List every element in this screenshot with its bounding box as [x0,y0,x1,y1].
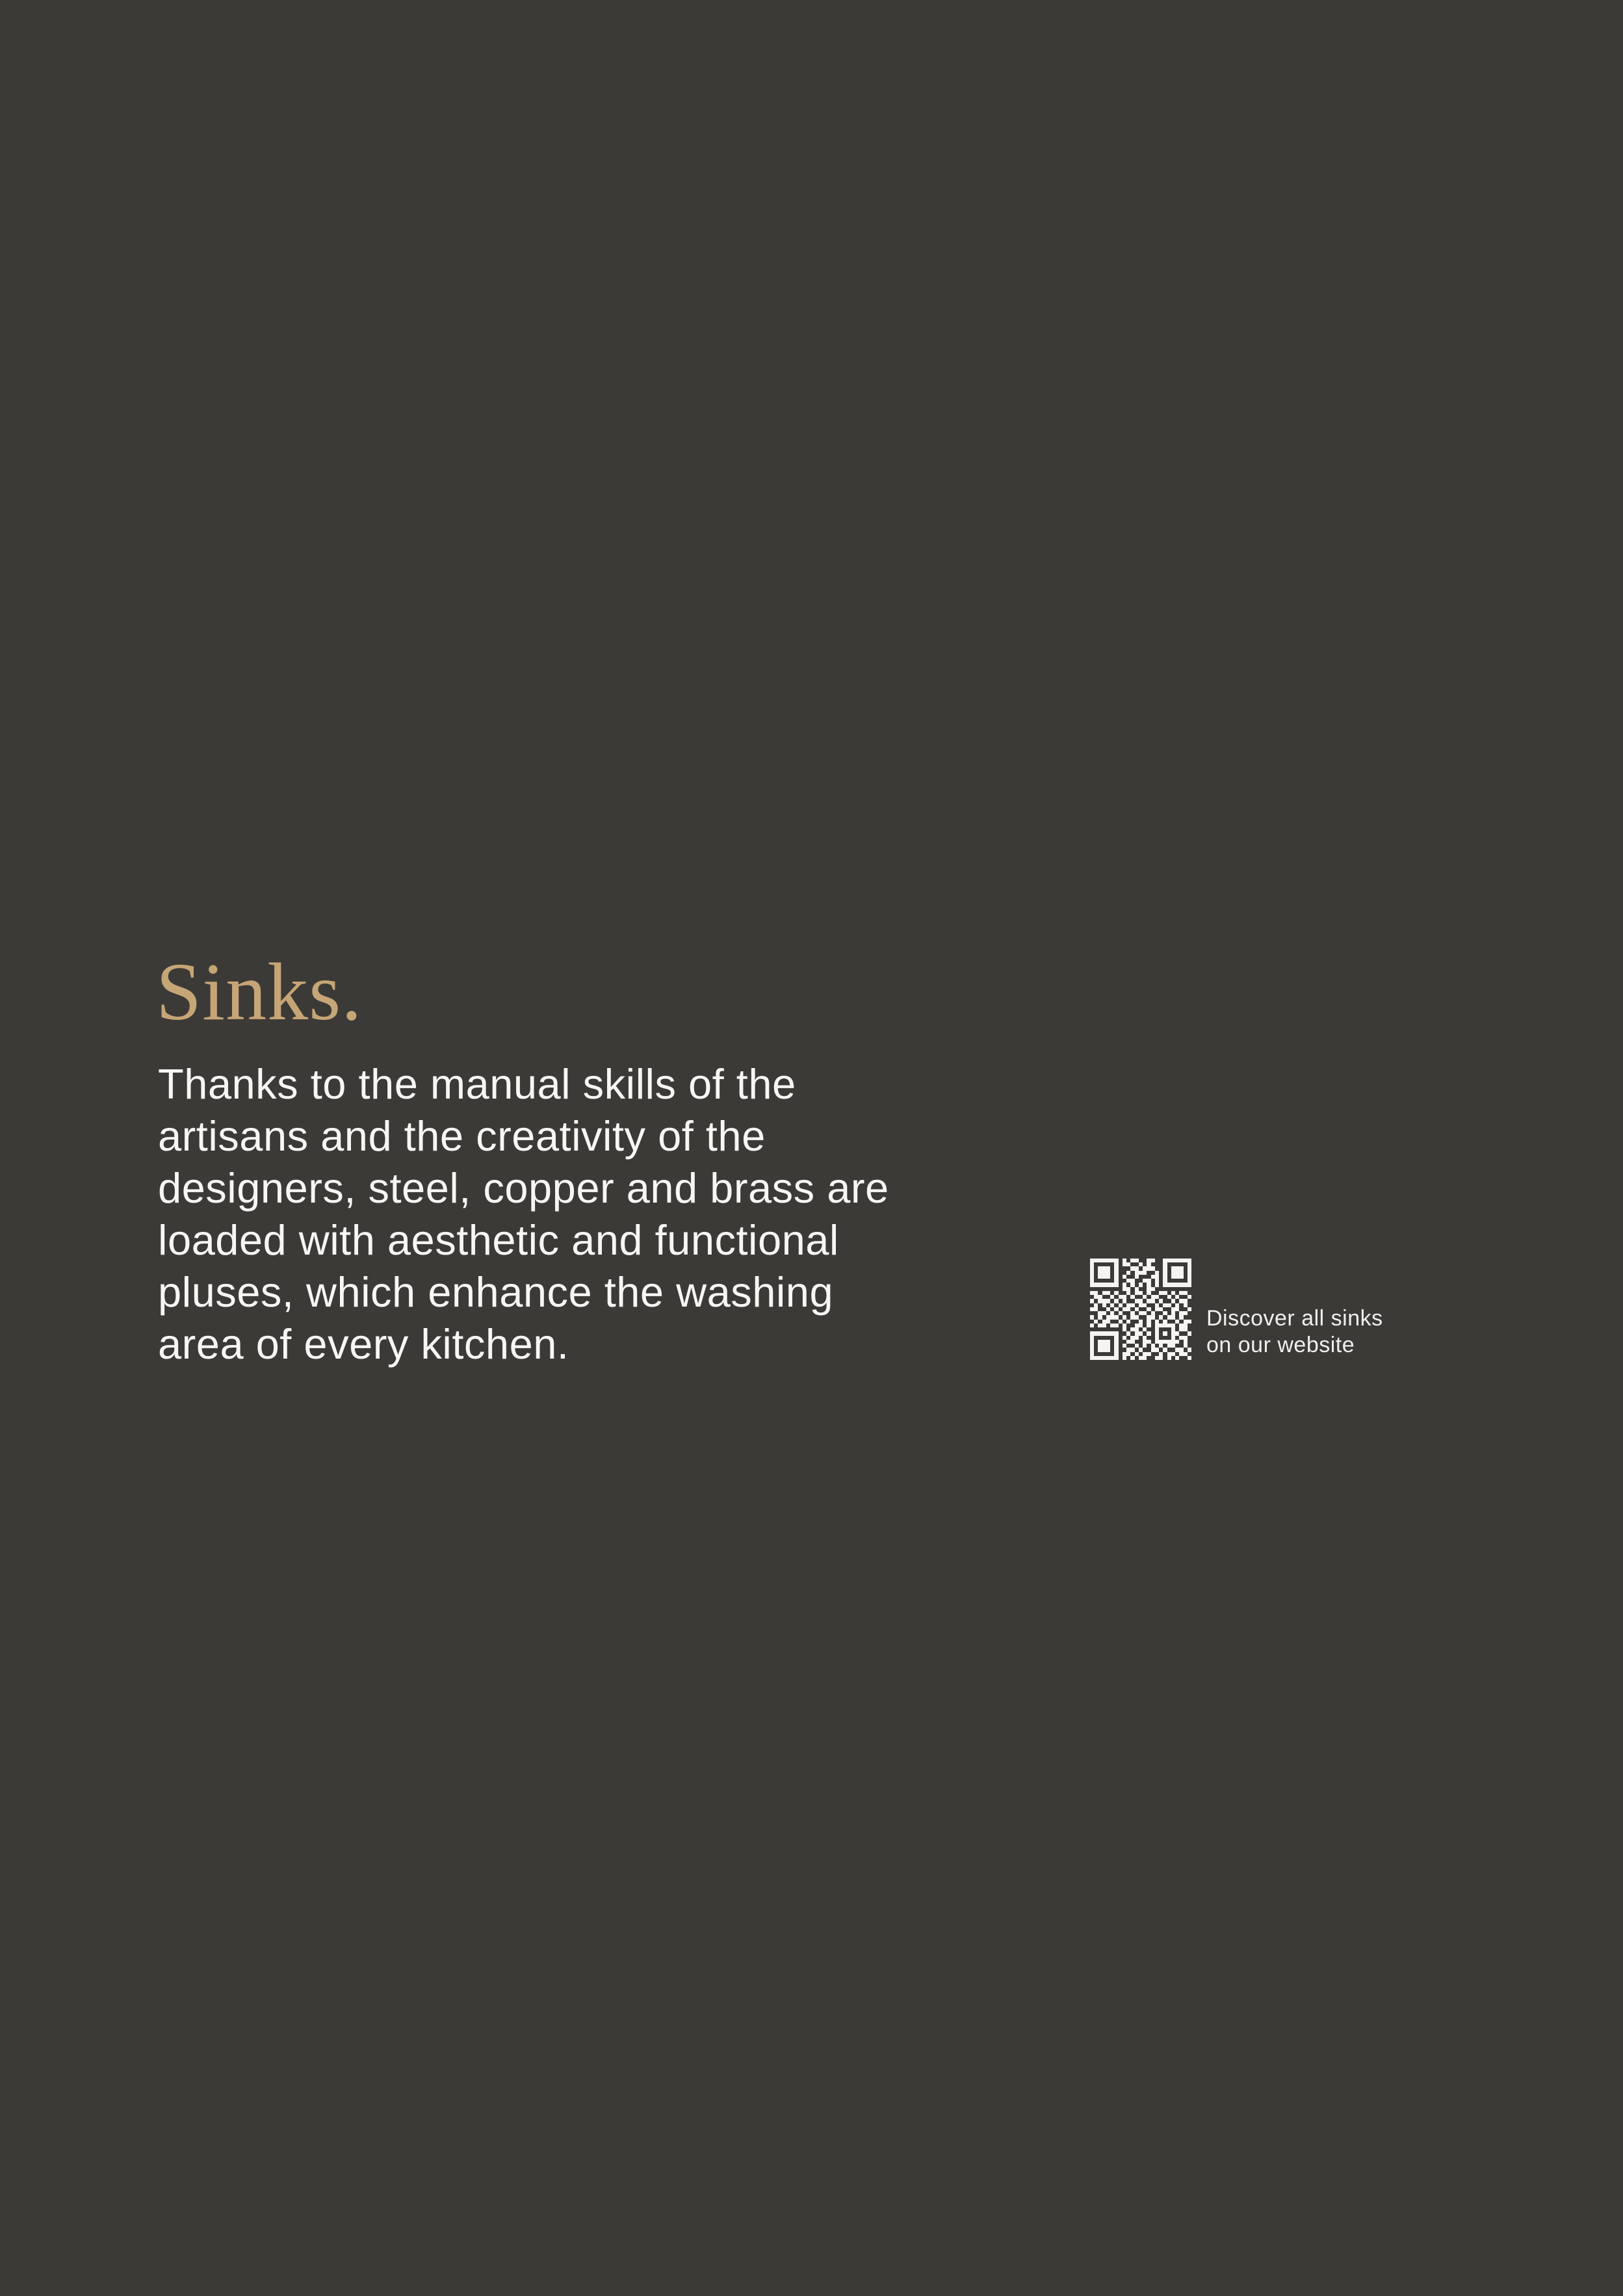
page-title: Sinks. [156,947,363,1037]
intro-paragraph [158,1058,889,1370]
intro-line: designers, steel, copper and brass are [158,1164,889,1212]
intro-line: area of every kitchen. [158,1320,569,1368]
qr-caption-line: Discover all sinks [1206,1306,1383,1331]
intro-line: artisans and the creativity of the [158,1112,766,1160]
intro-line: loaded with aesthetic and functional [158,1216,839,1264]
qr-code-icon [1090,1259,1191,1360]
intro-line: Thanks to the manual skills of the [158,1060,796,1108]
qr-block [1090,1259,1454,1363]
qr-caption [1206,1305,1383,1359]
intro-line: pluses, which enhance the washing [158,1268,834,1316]
qr-caption-line: on our website [1206,1333,1355,1357]
